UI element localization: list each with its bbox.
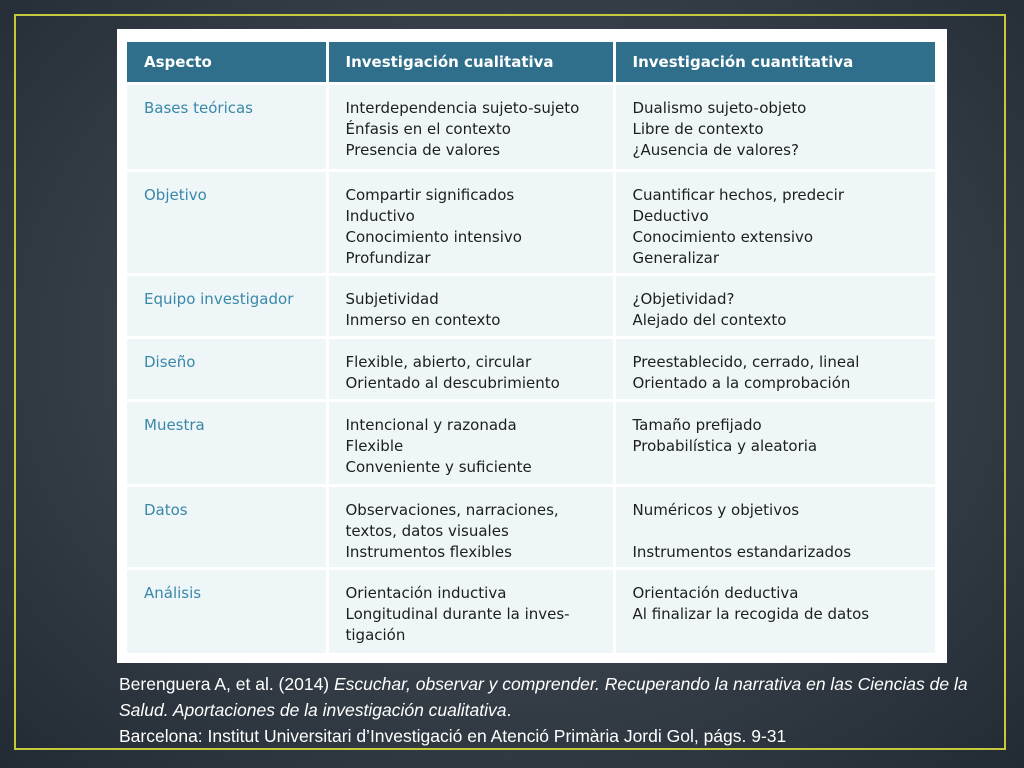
qualitative-cell [327,486,614,569]
table-row [127,275,935,338]
aspect-cell: Análisis [127,569,327,653]
cell-line: Inductivo [345,207,415,225]
cell-line: Interdependencia sujeto-sujeto [345,99,580,117]
cell-line: Profundizar [345,249,431,267]
table-row [127,171,935,275]
cell-line: Presencia de valores [345,141,501,159]
cell-line: Conocimiento extensivo [632,228,814,246]
quantitative-cell [614,569,935,653]
aspect-cell: Equipo investigador [127,275,327,338]
cell-line: Orientación inductiva [345,584,507,602]
cell-line: Observaciones, narraciones, [345,501,559,519]
cell-line: Alejado del contexto [632,311,787,329]
quantitative-cell [614,401,935,486]
cell-line: textos, datos visuales [345,522,509,540]
cell-line: Dualismo sujeto-objeto [632,99,807,117]
table-row [127,84,935,171]
qualitative-cell [327,84,614,171]
cell-line: Conocimiento intensivo [345,228,522,246]
cell-line: Probabilística y aleatoria [632,437,818,455]
cell-line: Al finalizar la recogida de datos [632,605,870,623]
aspect-cell: Objetivo [127,171,327,275]
cell-line: Cuantificar hechos, predecir [632,186,844,204]
header-aspecto: Aspecto [127,42,327,84]
cell-line: ¿Objetividad? [632,290,735,308]
comparison-table [127,42,935,653]
quantitative-cell [614,338,935,401]
cell-line: Orientación deductiva [632,584,799,602]
aspect-cell: Datos [127,486,327,569]
quantitative-cell [614,486,935,569]
cell-line [633,521,930,542]
cell-line: Subjetividad [345,290,439,308]
table-row [127,569,935,653]
cell-line: Preestablecido, cerrado, lineal [632,353,860,371]
cell-line: Instrumentos flexibles [345,543,512,561]
table-body [127,84,935,653]
quantitative-cell [614,84,935,171]
citation [119,671,999,749]
cell-line: Flexible, abierto, circular [345,353,532,371]
qualitative-cell [327,171,614,275]
cell-line: Orientado al descubrimiento [345,374,560,392]
quantitative-cell [614,275,935,338]
citation-publisher: Barcelona: Institut Universitari d’Investigació en Atenció Primària Jordi Gol, págs. 9-31 [119,726,787,746]
cell-line: Deductivo [632,207,709,225]
comparison-table-card [117,29,947,663]
cell-line: Flexible [345,437,404,455]
cell-line: Inmerso en contexto [345,311,501,329]
citation-period: . [506,700,512,720]
cell-line: Libre de contexto [632,120,764,138]
quantitative-cell [614,171,935,275]
cell-line: ¿Ausencia de valores? [632,141,799,159]
table-row [127,338,935,401]
table-header-row [127,42,935,84]
cell-line: Énfasis en el contexto [345,120,511,138]
cell-line: Tamaño prefijado [632,416,762,434]
cell-line: Intencional y razonada [345,416,517,434]
citation-authors: Berenguera A, et al. (2014) [119,674,334,694]
cell-line: Longitudinal durante la inves- [345,605,570,623]
qualitative-cell [327,338,614,401]
header-cuantitativa: Investigación cuantitativa [614,42,935,84]
cell-line: Orientado a la comprobación [632,374,851,392]
citation-title: Escuchar, observar y comprender. Recuperando la narrativa en las Ciencias de la Salud. Aportaciones de la investigación cualitativa [119,674,968,720]
cell-line: Numéricos y objetivos [632,501,800,519]
aspect-cell: Muestra [127,401,327,486]
qualitative-cell [327,275,614,338]
cell-line: Compartir significados [345,186,515,204]
qualitative-cell [327,569,614,653]
cell-line: Conveniente y suficiente [345,458,532,476]
aspect-cell: Bases teóricas [127,84,327,171]
cell-line: Instrumentos estandarizados [632,543,852,561]
table-row [127,401,935,486]
cell-line: Generalizar [632,249,720,267]
header-cualitativa: Investigación cualitativa [327,42,614,84]
table-row [127,486,935,569]
aspect-cell: Diseño [127,338,327,401]
cell-line: tigación [345,626,406,644]
qualitative-cell [327,401,614,486]
